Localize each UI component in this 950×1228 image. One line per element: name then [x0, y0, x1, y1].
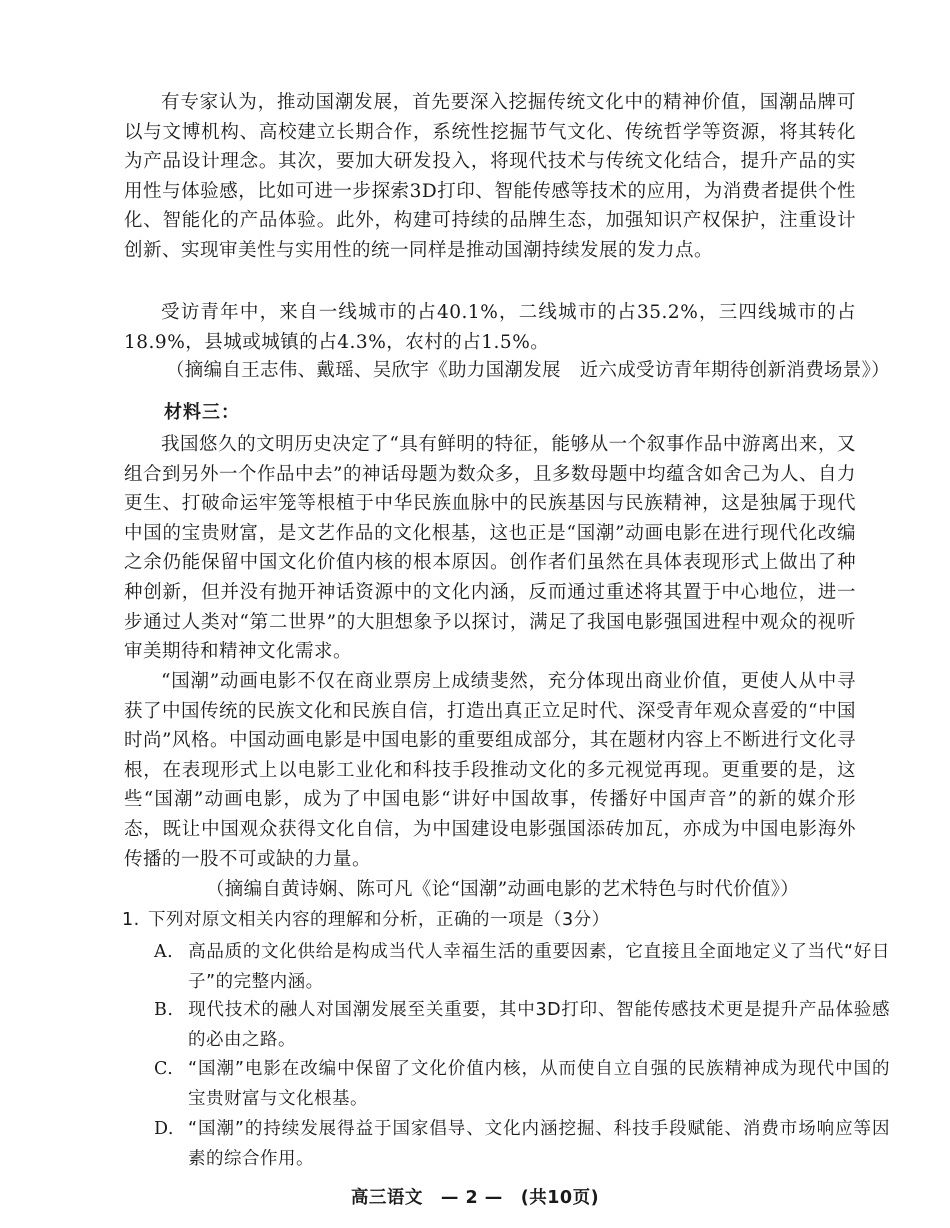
option-b[interactable]: [154, 996, 890, 1055]
option-c-text: “国潮”电影在改编中保留了文化价值内核，从而使自立自强的民族精神成为现代中国的宝贵财富与文化根基。: [188, 1059, 890, 1109]
material3-source-citation: （摘编自黄诗娴、陈可凡《论“国潮”动画电影的艺术特色与时代价值》）: [206, 879, 800, 900]
material3-paragraph-2: “国潮”动画电影不仅在商业票房上成绩斐然，充分体现出商业价值，更使人从中寻获了中国传统的民族文化和民族自信，打造出真正立足时代、深受青年观众喜爱的“中国时尚”风格。中国动画电影是中国电影的重要组成部分，其在题材内容上不断进行文化寻根，在表现形式上以电影工业化和科技手段推动文化的多元视觉再现。更重要的是，这些“国潮”动画电影，成为了中国电影“讲好中国故事，传播好中国声音”的新的媒介形态，既让中国观众获得文化自信，为中国建设电影强国添砖加瓦，亦成为中国电影海外传播的一股不可或缺的力量。: [124, 671, 856, 870]
question-1-stem: [122, 906, 610, 936]
question-number: 1.: [122, 910, 140, 930]
option-b-text: 现代技术的融人对国潮发展至关重要，其中3D打印、智能传感技术更是提升产品体验感的必由之路。: [188, 1000, 890, 1050]
material3-heading: 材料三：: [164, 402, 240, 423]
option-c-letter: C.: [154, 1059, 174, 1079]
option-b-letter: B.: [154, 1000, 174, 1020]
option-c[interactable]: [154, 1055, 890, 1114]
option-d-letter: D.: [154, 1119, 174, 1139]
option-a-letter: A.: [154, 942, 174, 962]
material2-stats-paragraph: 受访青年中，来自一线城市的占40.1%，二线城市的占35.2%，三四线城市的占18.9%，县城或城镇的占4.3%，农村的占1.5%。: [124, 302, 856, 353]
option-d-text: “国潮”的持续发展得益于国家倡导、文化内涵挖掘、科技手段赋能、消费市场响应等因素的综合作用。: [188, 1119, 890, 1169]
page-footer: 高三语文 — 2 — (共10页): [350, 1188, 600, 1208]
option-a[interactable]: [154, 938, 890, 997]
material2-expert-paragraph: 有专家认为，推动国潮发展，首先要深入挖掘传统文化中的精神价值，国潮品牌可以与文博机构、高校建立长期合作，系统性挖掘节气文化、传统哲学等资源，将其转化为产品设计理念。其次，要加大研发投入，将现代技术与传统文化结合，提升产品的实用性与体验感，比如可进一步探索3D打印、智能传感等技术的应用，为消费者提供个性化、智能化的产品体验。此外，构建可持续的品牌生态，加强知识产权保护，注重设计创新、实现审美性与实用性的统一同样是推动国潮持续发展的发力点。: [124, 92, 856, 261]
question-text: 下列对原文相关内容的理解和分析，正确的一项是（3分）: [148, 910, 610, 930]
option-d[interactable]: [154, 1115, 890, 1174]
material3-paragraph-1: 我国悠久的文明历史决定了“具有鲜明的特征，能够从一个叙事作品中游离出来，又组合到另外一个作品中去”的神话母题为数众多，且多数母题中均蕴含如舍己为人、自力更生、打破命运牢笼等根植于中华民族血脉中的民族基因与民族精神，这是独属于现代中国的宝贵财富，是文艺作品的文化根基，这也正是“国潮”动画电影在进行现代化改编之余仍能保留中国文化价值内核的根本原因。创作者们虽然在具体表现形式上做出了种种创新，但并没有抛开神话资源中的文化内涵，反而通过重述将其置于中心地位，进一步通过人类对“第二世界”的大胆想象予以探讨，满足了我国电影强国进程中观众的视听审美期待和精神文化需求。: [124, 434, 856, 663]
material2-source-citation: （摘编自王志伟、戴瑶、吴欣宇《助力国潮发展 近六成受访青年期待创新消费场景》）: [166, 360, 890, 381]
option-a-text: 高品质的文化供给是构成当代人幸福生活的重要因素，它直接且全面地定义了当代“好日子”的完整内涵。: [188, 942, 890, 992]
